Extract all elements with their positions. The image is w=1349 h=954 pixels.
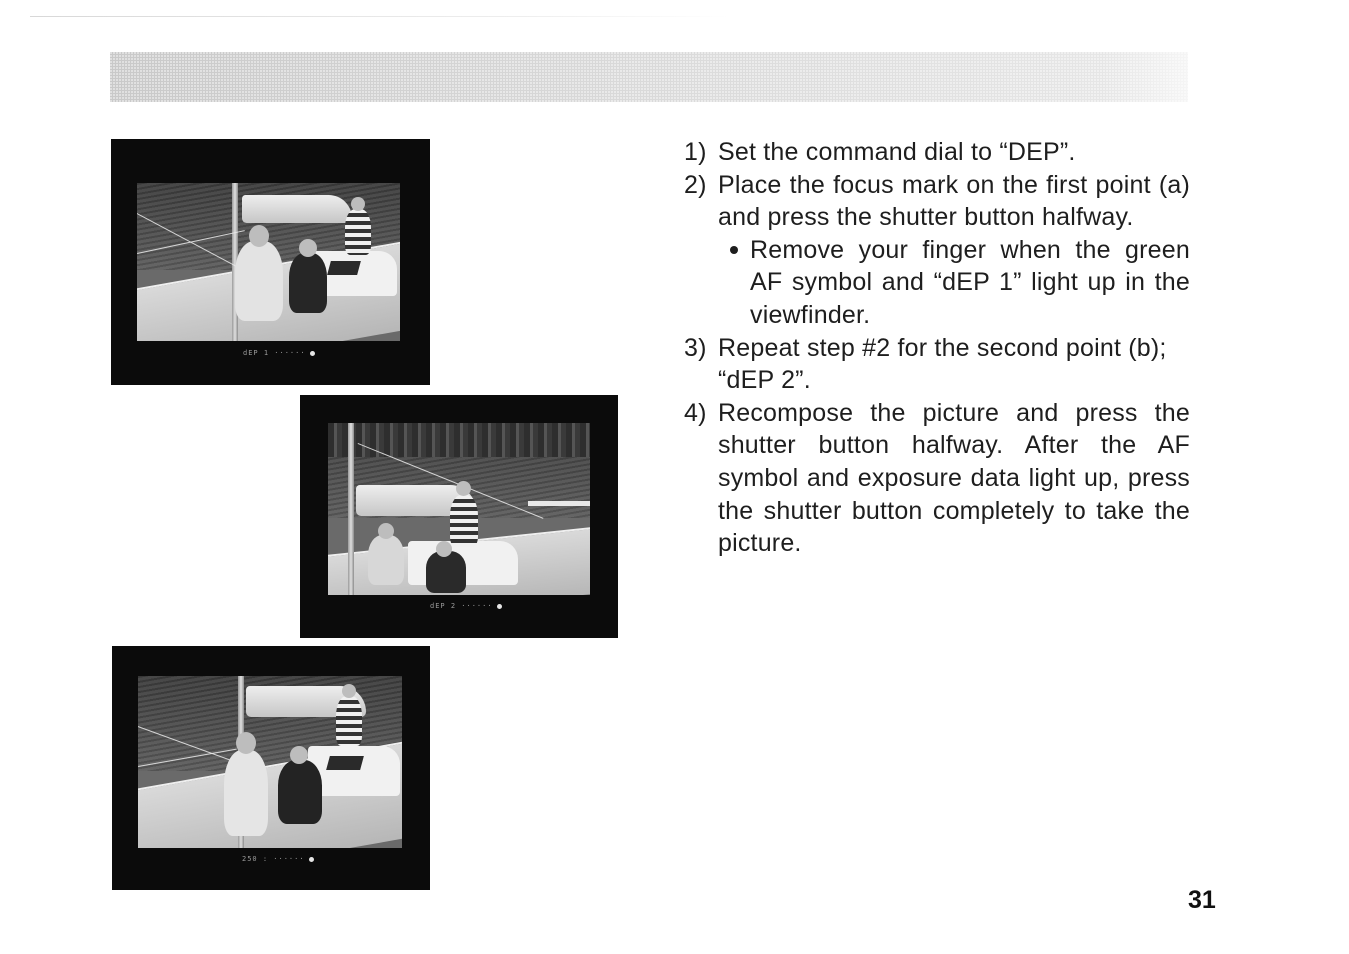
top-rule xyxy=(30,16,730,17)
step-number: 3) xyxy=(684,333,707,362)
step-3 xyxy=(684,332,1190,397)
instructions xyxy=(684,136,1190,560)
photo-scene-3 xyxy=(138,676,402,848)
bullet-icon xyxy=(730,246,738,254)
step-number: 2) xyxy=(684,170,707,199)
step-2-note xyxy=(718,234,1190,332)
step-text: Recompose the picture and press the shutter button halfway. After the AF symbol and exposure data light up, press the shutter button completely to take the picture. xyxy=(718,398,1190,558)
viewfinder-readout-2: dEP 2 ······ xyxy=(430,602,502,610)
step-2 xyxy=(684,169,1190,332)
step-text: Set the command dial to “DEP”. xyxy=(718,138,1076,166)
viewfinder-photo-3 xyxy=(112,646,430,890)
viewfinder-readout-1: dEP 1 ······ xyxy=(243,349,315,357)
page-number: 31 xyxy=(1188,886,1216,914)
step-number: 4) xyxy=(684,398,707,427)
step-1 xyxy=(684,136,1190,169)
step-text: Repeat step #2 for the second point (b); “dEP 2”. xyxy=(718,333,1167,395)
note-text: Remove your finger when the green AF symbol and “dEP 1” light up in the viewfinder. xyxy=(750,235,1190,329)
viewfinder-photo-1 xyxy=(111,139,430,385)
step-text: Place the focus mark on the first point (a) and press the shutter button halfway. xyxy=(718,170,1190,232)
step-4 xyxy=(684,397,1190,560)
viewfinder-readout-3: 250 : ······ xyxy=(242,855,314,863)
photo-scene-2 xyxy=(328,423,590,595)
photo-scene-1 xyxy=(137,183,400,341)
viewfinder-photo-2 xyxy=(300,395,618,638)
header-band xyxy=(110,52,1188,102)
step-number: 1) xyxy=(684,138,707,166)
